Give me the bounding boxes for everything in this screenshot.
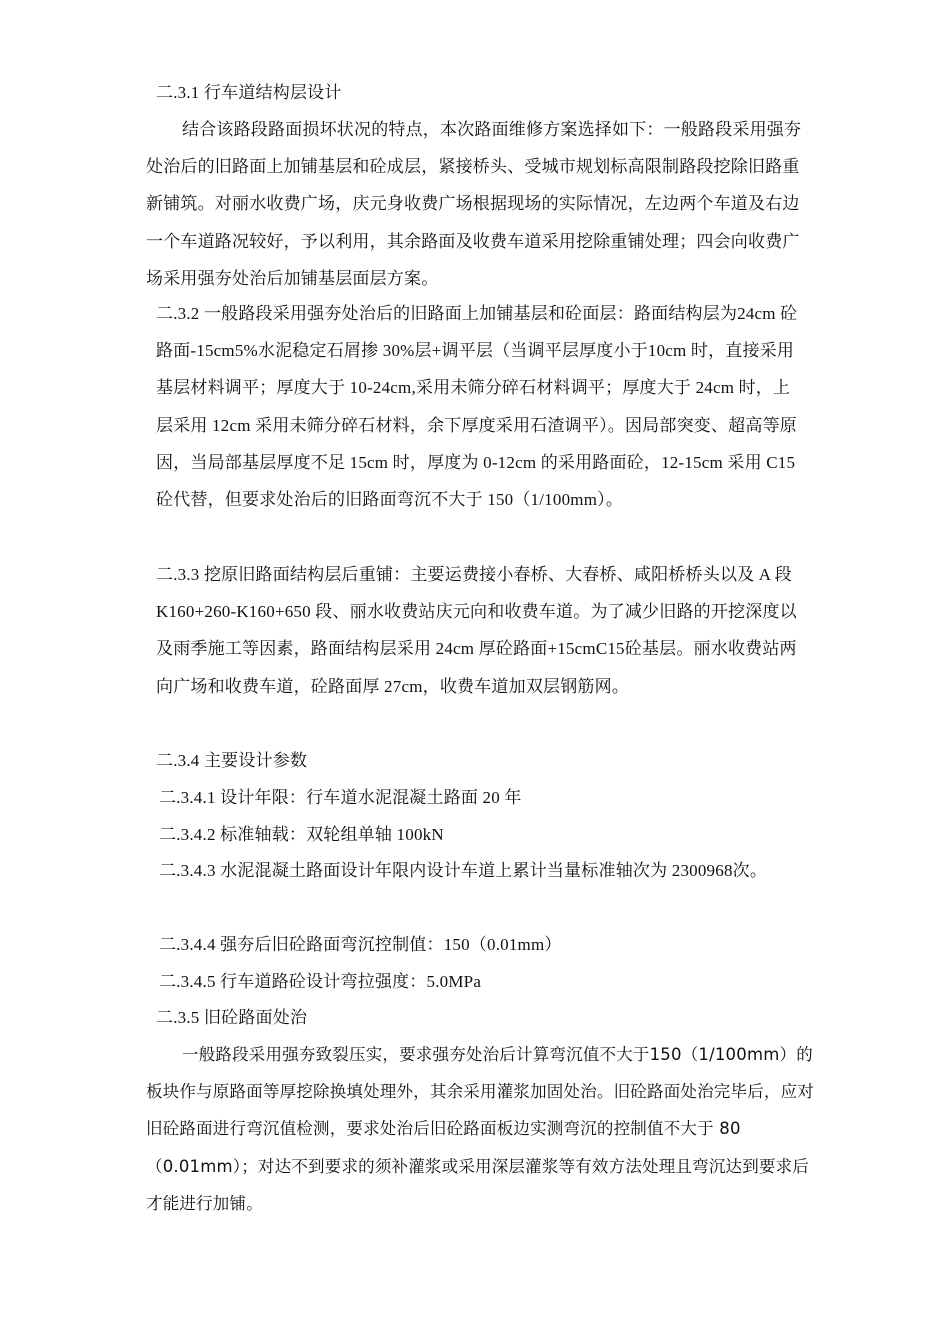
paragraph-2-3-5: 一般路段采用强夯致裂压实，要求强夯处治后计算弯沉值不大于150（1/100mm）的板块作与原路面等厚挖除换填处理外，其余采用灌浆加固处治。旧砼路面处治完毕后，应对旧砼路面进行弯沉值检测，要求处治后旧砼路面板边实测弯沉的控制值不大于 80（0.01mm）；对达不到要求的须补灌浆或采用深层灌浆等有效方法处理且弯沉达到要求后才能进行加铺。 [146, 1045, 814, 1213]
item-2-3-4-3: 二.3.4.3 水泥混凝土路面设计年限内设计车道上累计当量标准轴次为 2300968次。 [159, 861, 768, 880]
heading-2-3-4: 二.3.4 主要设计参数 [156, 751, 308, 770]
paragraph-2-3-3: 二.3.3 挖原旧路面结构层后重铺：主要运费接小春桥、大春桥、咸阳桥桥头以及 A 段 K160+260-K160+650 段、丽水收费站庆元向和收费车道。为了减少旧路的开挖深度以及雨季施工等因素，路面结构层采用 24cm 厚砼路面+15cmC15砼基层。丽水收费站两向广场和收费车道，砼路面厚 27cm，收费车道加双层钢筋网。 [156, 565, 797, 696]
paragraph-2-3-2: 二.3.2 一般路段采用强夯处治后的旧路面上加铺基层和砼面层：路面结构层为24cm 砼路面-15cm5%水泥稳定石屑掺 30%层+调平层（当调平层厚度小于10cm 时，直接采用基层材料调平；厚度大于 10-24cm,采用未筛分碎石材料调平；厚度大于 24cm 时，上层采用 12cm 采用未筛分碎石材料，余下厚度采用石渣调平）。因局部突变、超高等原因，当局部基层厚度不足 15cm 时，厚度为 0-12cm 的采用路面砼，12-15cm 采用 C15 砼代替，但要求处治后的旧路面弯沉不大于 150（1/100mm）。 [156, 304, 798, 510]
item-2-3-4-5: 二.3.4.5 行车道路砼设计弯拉强度：5.0MPa [159, 972, 482, 991]
item-2-3-4-2: 二.3.4.2 标准轴载：双轮组单轴 100kN [159, 825, 444, 844]
paragraph-2-3-1: 结合该路段路面损坏状况的特点，本次路面维修方案选择如下：一般路段采用强夯处治后的旧路面上加铺基层和砼成层，紧接桥头、受城市规划标高限制路段挖除旧路重新铺筑。对丽水收费广场，庆元身收费广场根据现场的实际情况，左边两个车道及右边一个车道路况较好，予以利用，其余路面及收费车道采用挖除重铺处理；四会向收费广场采用强夯处治后加铺基层面层方案。 [146, 120, 802, 288]
item-2-3-4-1: 二.3.4.1 设计年限：行车道水泥混凝土路面 20 年 [159, 788, 522, 807]
item-2-3-4-4: 二.3.4.4 强夯后旧砼路面弯沉控制值：150（0.01mm） [159, 935, 562, 954]
heading-2-3-1: 二.3.1 行车道结构层设计 [156, 83, 342, 102]
heading-2-3-5: 二.3.5 旧砼路面处治 [156, 1008, 308, 1027]
